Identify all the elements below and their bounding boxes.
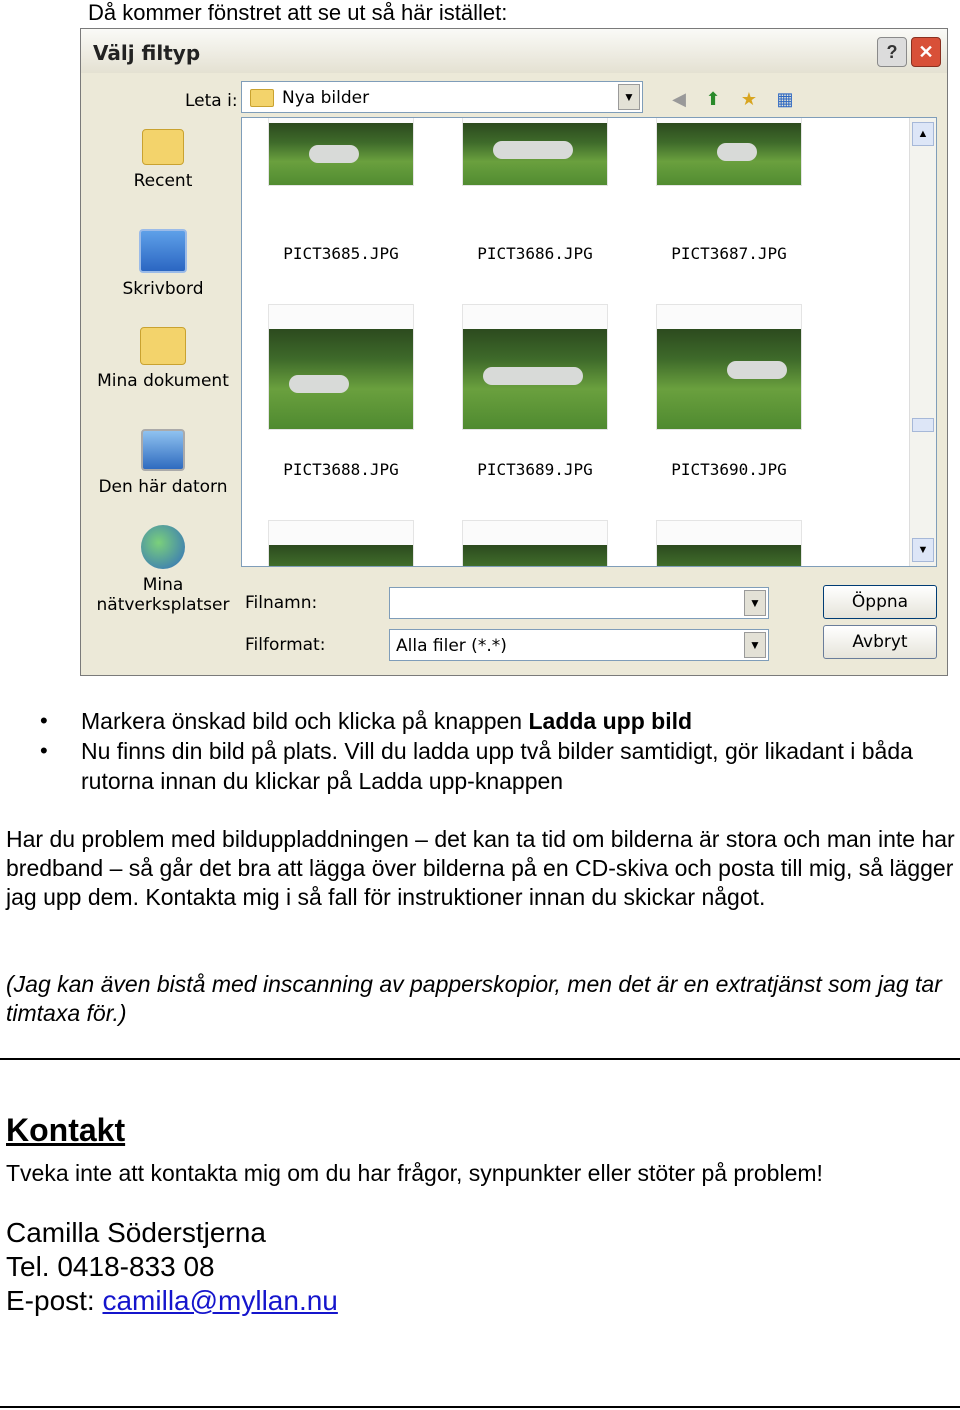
chevron-down-icon[interactable]: ▼: [744, 632, 766, 658]
email-label: E-post:: [6, 1285, 103, 1316]
thumbnail[interactable]: [462, 520, 608, 567]
thumbnail[interactable]: [268, 304, 414, 430]
view-menu-icon[interactable]: ▦: [776, 89, 794, 109]
goat-shape: [309, 145, 359, 163]
place-label: Skrivbord: [122, 279, 204, 299]
contact-name: Camilla Söderstjerna: [6, 1217, 266, 1248]
place-desktop[interactable]: [87, 229, 239, 299]
filetype-label: Filformat:: [245, 635, 326, 655]
thumbnail[interactable]: [656, 304, 802, 430]
scroll-up-icon[interactable]: ▲: [912, 122, 934, 146]
place-recent[interactable]: [87, 129, 239, 191]
goat-photo: [463, 545, 607, 567]
bullet-text: Nu finns din bild på plats. Vill du ladda upp två bilder samtidigt, gör likadant i båda rutorna innan du klickar på Ladda upp-knappen: [81, 738, 913, 794]
title-bar: [81, 29, 947, 73]
scroll-down-icon[interactable]: ▼: [912, 538, 934, 562]
filename-input[interactable]: [389, 587, 769, 619]
instruction-list: [0, 706, 960, 796]
bullet-text: Markera önskad bild och klicka på knappen: [81, 708, 529, 734]
help-button[interactable]: ?: [877, 37, 907, 67]
contact-heading: Kontakt: [6, 1112, 126, 1148]
file-name[interactable]: PICT3685.JPG: [283, 244, 399, 263]
divider: [0, 1058, 960, 1060]
chevron-down-icon[interactable]: ▼: [744, 590, 766, 616]
documents-icon: [140, 327, 186, 365]
thumbnail[interactable]: [462, 117, 608, 186]
upload-help-paragraph: Har du problem med bilduppladdningen – det kan ta tid om bilderna är stora och man inte har bredband – så går det bra att lägga över bilderna på en CD-skiva och posta till mig, så lägger jag upp dem. Kontakta mig i så fall för instruktioner innan du skickar något.: [6, 826, 955, 910]
filetype-select[interactable]: [389, 629, 769, 661]
intro-text: Då kommer fönstret att se ut så här istället:: [88, 0, 508, 25]
contact-block: [6, 1216, 338, 1318]
divider: [0, 1406, 960, 1408]
goat-shape: [289, 375, 349, 393]
place-computer[interactable]: [87, 429, 239, 497]
dialog-title: Välj filtyp: [93, 41, 201, 65]
vertical-scrollbar[interactable]: [909, 118, 936, 566]
open-button[interactable]: Öppna: [823, 585, 937, 619]
goat-shape: [493, 141, 573, 159]
contact-email-row: [6, 1284, 338, 1318]
scroll-thumb[interactable]: [912, 418, 934, 432]
filetype-value: Alla filer (*.*): [396, 636, 507, 656]
contact-phone: Tel. 0418-833 08: [6, 1251, 215, 1282]
email-link[interactable]: camilla@myllan.nu: [102, 1285, 338, 1316]
filename-label: Filnamn:: [245, 593, 318, 613]
file-dialog: [80, 28, 948, 676]
thumbnail[interactable]: [656, 117, 802, 186]
place-label: Mina nätverksplatser: [96, 575, 230, 615]
thumbnail[interactable]: [268, 117, 414, 186]
folder-icon: [250, 89, 274, 107]
back-icon[interactable]: ◀: [672, 89, 686, 109]
cancel-button[interactable]: Avbryt: [823, 625, 937, 659]
desktop-icon: [139, 229, 187, 273]
lookin-dropdown[interactable]: [241, 81, 643, 113]
recent-folder-icon: [142, 129, 184, 165]
list-item: [0, 736, 941, 796]
network-icon: [141, 525, 185, 569]
bullet-bold-text: Ladda upp bild: [528, 708, 693, 734]
place-documents[interactable]: [87, 327, 239, 391]
file-name[interactable]: PICT3687.JPG: [671, 244, 787, 263]
goat-photo: [657, 329, 801, 429]
goat-shape: [727, 361, 787, 379]
file-view: [241, 117, 937, 567]
thumbnail[interactable]: [268, 520, 414, 567]
goat-shape: [483, 367, 583, 385]
file-name[interactable]: PICT3686.JPG: [477, 244, 593, 263]
file-name[interactable]: PICT3690.JPG: [671, 460, 787, 479]
goat-photo: [657, 545, 801, 567]
file-name[interactable]: PICT3688.JPG: [283, 460, 399, 479]
scanning-note: (Jag kan även bistå med inscanning av papperskopior, men det är en extratjänst som jag tar timtaxa för.): [6, 971, 942, 1026]
goat-photo: [269, 545, 413, 567]
thumbnail[interactable]: [462, 304, 608, 430]
place-label: Recent: [133, 171, 193, 191]
file-name[interactable]: PICT3689.JPG: [477, 460, 593, 479]
list-item: [0, 706, 941, 736]
contact-intro: Tveka inte att kontakta mig om du har frågor, synpunkter eller stöter på problem!: [6, 1160, 823, 1186]
chevron-down-icon[interactable]: ▼: [618, 84, 640, 110]
new-folder-icon[interactable]: ★: [740, 89, 758, 109]
lookin-label: Leta i:: [185, 91, 238, 111]
computer-icon: [141, 429, 185, 471]
close-button[interactable]: ✕: [911, 37, 941, 67]
place-network[interactable]: [87, 525, 239, 615]
up-folder-icon[interactable]: ⬆: [705, 89, 721, 109]
place-label: Den här datorn: [98, 477, 228, 497]
lookin-value: Nya bilder: [282, 88, 370, 108]
thumbnail[interactable]: [656, 520, 802, 567]
goat-shape: [717, 143, 757, 161]
place-label: Mina dokument: [97, 371, 229, 391]
